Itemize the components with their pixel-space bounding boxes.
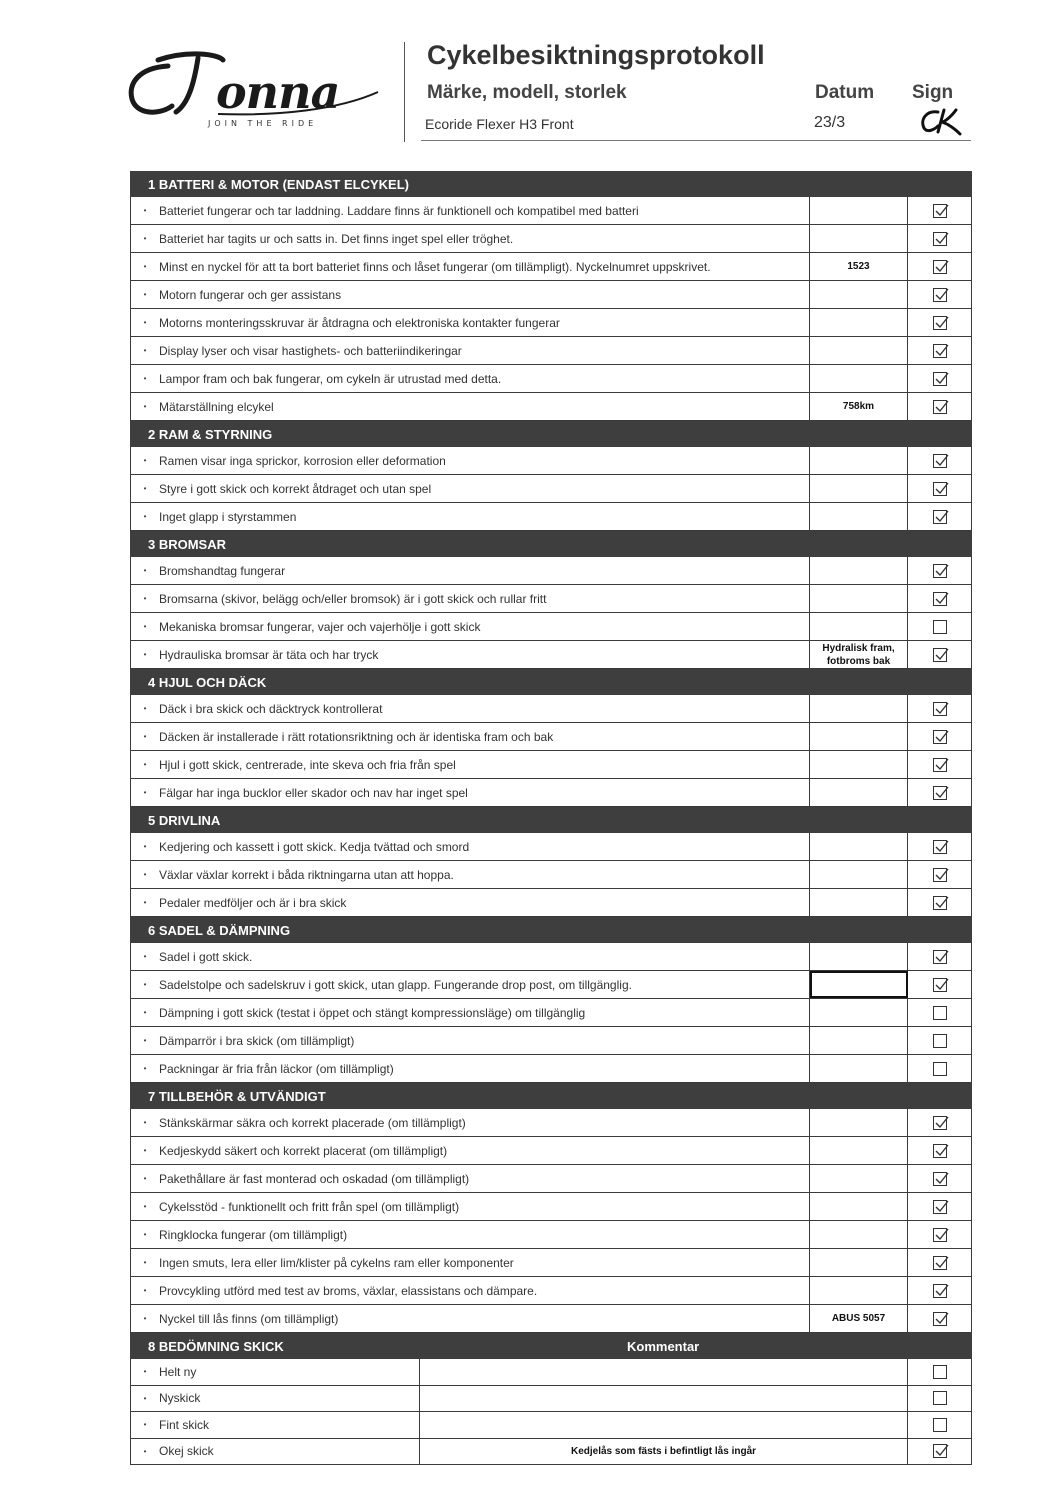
note-field[interactable] [810,889,908,916]
note-field[interactable]: 758km [810,393,908,420]
check-cell [908,1305,972,1332]
item-text: Motorns monteringsskruvar är åtdragna och elektroniska kontakter fungerar [159,315,560,330]
item-text-cell [130,1249,810,1276]
checked-checkbox[interactable] [933,260,947,274]
item-text: Batteriet fungerar och tar laddning. Laddare finns är funktionell och kompatibel med batteri [159,203,639,218]
item-text-cell [130,1193,810,1220]
checkbox[interactable] [933,1391,947,1405]
check-cell [908,1439,972,1465]
note-field[interactable] [810,1277,908,1304]
note-field[interactable] [810,365,908,392]
checkbox[interactable] [933,1006,947,1020]
item-text: Nyckel till lås finns (om tillämpligt) [159,1311,339,1326]
check-cell [908,197,972,224]
checklist-row [130,585,972,613]
item-text-cell [130,309,810,336]
section-header: 6 SADEL & DÄMPNING [130,917,972,943]
item-text: Styre i gott skick och korrekt åtdraget och utan spel [159,481,432,496]
note-field[interactable] [810,695,908,722]
assessment-row [130,1359,972,1386]
item-text: Kedjeskydd säkert och korrekt placerat (om tillämpligt) [159,1143,448,1158]
item-text: Hjul i gott skick, centrerade, inte skeva och fria från spel [159,757,456,772]
date-label: Datum [815,82,875,103]
item-text: Ingen smuts, lera eller lim/klister på cykelns ram eller komponenter [159,1255,514,1270]
bullet-icon: • [143,650,147,659]
item-text-cell [130,779,810,806]
bullet-icon: • [143,234,147,243]
bullet-icon: • [143,566,147,575]
checklist-row [130,309,972,337]
assessment-label-cell [130,1386,420,1412]
check-cell [908,971,972,998]
bullet-icon: • [143,1174,147,1183]
item-text-cell [130,889,810,916]
assessment-row [130,1439,972,1466]
item-text-cell [130,197,810,224]
checked-checkbox[interactable] [933,1172,947,1186]
note-field[interactable] [810,779,908,806]
bullet-icon: • [143,1036,147,1045]
checklist-row [130,1027,972,1055]
checked-checkbox[interactable] [933,868,947,882]
assessment-label-cell [130,1359,420,1385]
bullet-icon: • [143,1008,147,1017]
section-header: 3 BROMSAR [130,531,972,557]
checklist-row [130,281,972,309]
checklist-row [130,861,972,889]
check-cell [908,1137,972,1164]
check-cell [908,1109,972,1136]
bullet-icon: • [143,704,147,713]
note-field[interactable] [810,447,908,474]
bullet-icon: • [143,206,147,215]
checklist-row [130,1109,972,1137]
checked-checkbox[interactable] [933,1116,947,1130]
note-field[interactable]: Hydralisk fram, fotbroms bak [810,641,908,668]
checkbox[interactable] [933,1062,947,1076]
svg-text:onna: onna [216,65,340,119]
bullet-icon: • [143,262,147,271]
checklist-row [130,1165,972,1193]
checked-checkbox[interactable] [933,1144,947,1158]
note-field[interactable] [810,613,908,640]
item-text-cell [130,1165,810,1192]
check-cell [908,861,972,888]
bullet-icon: • [143,1258,147,1267]
checklist-row [130,641,972,669]
item-text: Fälgar har inga bucklor eller skador och nav har inget spel [159,785,468,800]
bullet-icon: • [143,1314,147,1323]
check-cell [908,751,972,778]
bullet-icon: • [143,402,147,411]
checklist-row [130,999,972,1027]
checkbox[interactable] [933,620,947,634]
jonna-logo [128,44,384,134]
item-text-cell [130,1305,810,1332]
note-field[interactable] [810,309,908,336]
check-cell [908,557,972,584]
header-divider [404,42,405,142]
item-text-cell [130,503,810,530]
assessment-label: Nyskick [159,1391,201,1406]
inspection-form [130,171,972,1465]
header-underline [421,140,971,141]
note-field[interactable] [810,197,908,224]
bullet-icon: • [143,1064,147,1073]
item-text: Bromsarna (skivor, belägg och/eller bromsok) är i gott skick och rullar fritt [159,591,547,606]
check-cell [908,723,972,750]
note-field[interactable] [810,225,908,252]
checked-checkbox[interactable] [933,344,947,358]
check-cell [908,943,972,970]
bullet-icon: • [143,374,147,383]
note-field[interactable] [810,1055,908,1082]
check-cell [908,641,972,668]
note-field[interactable] [810,281,908,308]
item-text-cell [130,447,810,474]
item-text-cell [130,225,810,252]
item-text-cell [130,1221,810,1248]
check-cell [908,253,972,280]
checked-checkbox[interactable] [933,1200,947,1214]
comment-header: Kommentar [627,1338,700,1354]
checked-checkbox[interactable] [933,786,947,800]
bullet-icon: • [143,1146,147,1155]
check-cell [908,1055,972,1082]
checked-checkbox[interactable] [933,1284,947,1298]
bullet-icon: • [143,952,147,961]
checked-checkbox[interactable] [933,1228,947,1242]
item-text: Dämpning i gott skick (testat i öppet och stängt kompressionsläge) om tillgänglig [159,1005,586,1020]
item-text-cell [130,1055,810,1082]
note-field[interactable] [810,1193,908,1220]
check-cell [908,779,972,806]
item-text-cell [130,695,810,722]
checked-checkbox[interactable] [933,592,947,606]
checklist-row [130,557,972,585]
section-header: 2 RAM & STYRNING [130,421,972,447]
bullet-icon: • [143,980,147,989]
item-text-cell [130,475,810,502]
bullet-icon: • [143,1420,147,1430]
note-field[interactable] [810,337,908,364]
note-field[interactable] [810,971,908,998]
checklist-row [130,503,972,531]
bullet-icon: • [143,456,147,465]
check-cell [908,1165,972,1192]
item-text-cell [130,281,810,308]
item-text: Cykelsstöd - funktionellt och fritt från spel (om tillämpligt) [159,1199,460,1214]
bullet-icon: • [143,1446,147,1456]
section-header [130,1333,972,1359]
comment-field[interactable] [420,1386,908,1412]
item-text: Ringklocka fungerar (om tillämpligt) [159,1227,348,1242]
item-text-cell [130,943,810,970]
checklist-row [130,613,972,641]
item-text: Stänkskärmar säkra och korrekt placerade (om tillämpligt) [159,1115,466,1130]
item-text-cell [130,393,810,420]
note-field[interactable] [810,1137,908,1164]
note-field[interactable] [810,833,908,860]
sign-label: Sign [912,82,954,103]
item-text: Inget glapp i styrstammen [159,509,297,524]
checklist-row [130,447,972,475]
checked-checkbox[interactable] [933,1256,947,1270]
note-field[interactable] [810,1249,908,1276]
bullet-icon: • [143,318,147,327]
checked-checkbox[interactable] [933,510,947,524]
check-cell [908,695,972,722]
checklist-row [130,1277,972,1305]
checklist-row [130,723,972,751]
note-field[interactable] [810,751,908,778]
item-text-cell [130,557,810,584]
bullet-icon: • [143,898,147,907]
bullet-icon: • [143,622,147,631]
check-cell [908,281,972,308]
check-cell [908,503,972,530]
item-text: Minst en nyckel för att ta bort batteriet finns och låset fungerar (om tillämpligt). Nyckelnumret uppskrivet. [159,259,711,274]
item-text-cell [130,1137,810,1164]
checklist-row [130,1221,972,1249]
check-cell [908,1412,972,1438]
checked-checkbox[interactable] [933,372,947,386]
bullet-icon: • [143,346,147,355]
note-field[interactable] [810,557,908,584]
checked-checkbox[interactable] [933,702,947,716]
item-text-cell [130,723,810,750]
note-field[interactable]: ABUS 5057 [810,1305,908,1332]
assessment-label: Fint skick [159,1417,210,1432]
checked-checkbox[interactable] [933,204,947,218]
item-text: Ramen visar inga sprickor, korrosion eller deformation [159,453,446,468]
bullet-icon: • [143,594,147,603]
comment-field[interactable] [420,1359,908,1385]
checklist-row [130,1137,972,1165]
checked-checkbox[interactable] [933,730,947,744]
checked-checkbox[interactable] [933,950,947,964]
checklist-row [130,1249,972,1277]
section-header: 5 DRIVLINA [130,807,972,833]
item-text-cell [130,613,810,640]
note-field[interactable] [810,1165,908,1192]
model-value: Ecoride Flexer H3 Front [425,116,574,132]
checklist-row [130,365,972,393]
item-text-cell [130,999,810,1026]
check-cell [908,1359,972,1385]
checked-checkbox[interactable] [933,288,947,302]
item-text: Bromshandtag fungerar [159,563,286,578]
item-text: Hydrauliska bromsar är täta och har tryck [159,647,379,662]
bullet-icon: • [143,1202,147,1211]
checked-checkbox[interactable] [933,648,947,662]
item-text: Provcykling utförd med test av broms, växlar, elassistans och dämpare. [159,1283,538,1298]
bullet-icon: • [143,1367,147,1377]
assessment-row [130,1386,972,1413]
signature-icon [918,106,964,136]
check-cell [908,393,972,420]
item-text-cell [130,337,810,364]
assessment-row [130,1412,972,1439]
checklist-row [130,833,972,861]
checkbox[interactable] [933,1034,947,1048]
item-text: Mätarställning elcykel [159,399,274,414]
item-text: Sadelstolpe och sadelskruv i gott skick, utan glapp. Fungerande drop post, om tillgänglig. [159,977,632,992]
bullet-icon: • [143,484,147,493]
checklist-row [130,889,972,917]
item-text-cell [130,585,810,612]
item-text: Display lyser och visar hastighets- och batteriindikeringar [159,343,462,358]
check-cell [908,1249,972,1276]
checkbox[interactable] [933,1418,947,1432]
checked-checkbox[interactable] [933,564,947,578]
item-text-cell [130,833,810,860]
item-text: Däck i bra skick och däcktryck kontrollerat [159,701,383,716]
note-field[interactable] [810,943,908,970]
note-field[interactable] [810,861,908,888]
checkbox[interactable] [933,1365,947,1379]
checked-checkbox[interactable] [933,1444,947,1458]
checklist-row [130,197,972,225]
check-cell [908,1193,972,1220]
checked-checkbox[interactable] [933,454,947,468]
bullet-icon: • [143,788,147,797]
note-field[interactable] [810,1221,908,1248]
bullet-icon: • [143,1286,147,1295]
item-text-cell [130,365,810,392]
checklist-row [130,225,972,253]
item-text: Växlar växlar korrekt i båda riktningarna utan att hoppa. [159,867,454,882]
page-title: Cykelbesiktningsprotokoll [427,40,765,70]
bullet-icon: • [143,1118,147,1127]
checklist-row [130,695,972,723]
item-text-cell [130,253,810,280]
note-field[interactable] [810,585,908,612]
checklist-row [130,943,972,971]
item-text: Kedjering och kassett i gott skick. Kedja tvättad och smord [159,839,470,854]
bullet-icon: • [143,1393,147,1403]
checked-checkbox[interactable] [933,232,947,246]
checked-checkbox[interactable] [933,482,947,496]
check-cell [908,585,972,612]
note-field[interactable] [810,503,908,530]
item-text: Packningar är fria från läckor (om tillämpligt) [159,1061,394,1076]
item-text-cell [130,641,810,668]
checked-checkbox[interactable] [933,896,947,910]
assessment-label-cell [130,1439,420,1465]
date-value: 23/3 [814,114,846,131]
item-text: Mekaniska bromsar fungerar, vajer och vajerhölje i gott skick [159,619,481,634]
bullet-icon: • [143,1230,147,1239]
bullet-icon: • [143,842,147,851]
checked-checkbox[interactable] [933,400,947,414]
assessment-label: Okej skick [159,1444,214,1459]
section-title: 8 BEDÖMNING SKICK [148,1338,284,1354]
check-cell [908,833,972,860]
section-header: 4 HJUL OCH DÄCK [130,669,972,695]
checklist-row [130,1305,972,1333]
item-text-cell [130,971,810,998]
note-field[interactable] [810,1109,908,1136]
checklist-row [130,253,972,281]
item-text: Lampor fram och bak fungerar, om cykeln är utrustad med detta. [159,371,502,386]
item-text: Motorn fungerar och ger assistans [159,287,342,302]
checklist-row [130,751,972,779]
bullet-icon: • [143,732,147,741]
check-cell [908,1386,972,1412]
checklist-row [130,779,972,807]
check-cell [908,309,972,336]
check-cell [908,889,972,916]
check-cell [908,613,972,640]
checked-checkbox[interactable] [933,978,947,992]
checklist-row [130,337,972,365]
checked-checkbox[interactable] [933,758,947,772]
comment-field[interactable] [420,1412,908,1438]
logo-tagline: JOIN THE RIDE [208,119,318,128]
item-text-cell [130,1109,810,1136]
checklist-row [130,393,972,421]
bullet-icon: • [143,870,147,879]
check-cell [908,1277,972,1304]
item-text: Däcken är installerade i rätt rotationsriktning och är identiska fram och bak [159,729,554,744]
checklist-row [130,971,972,999]
item-text: Sadel i gott skick. [159,949,253,964]
item-text-cell [130,861,810,888]
item-text: Pakethållare är fast monterad och oskadad (om tillämpligt) [159,1171,470,1186]
checklist-row [130,1193,972,1221]
check-cell [908,475,972,502]
note-field[interactable] [810,999,908,1026]
item-text-cell [130,1277,810,1304]
checked-checkbox[interactable] [933,840,947,854]
assessment-label-cell [130,1412,420,1438]
note-field[interactable] [810,475,908,502]
checklist-row [130,1055,972,1083]
bullet-icon: • [143,512,147,521]
item-text-cell [130,751,810,778]
bullet-icon: • [143,760,147,769]
check-cell [908,365,972,392]
check-cell [908,225,972,252]
note-field[interactable] [810,723,908,750]
model-label: Märke, modell, storlek [427,82,627,103]
section-header: 7 TILLBEHÖR & UTVÄNDIGT [130,1083,972,1109]
check-cell [908,447,972,474]
note-field[interactable] [810,1027,908,1054]
checklist-row [130,475,972,503]
check-cell [908,1027,972,1054]
item-text: Pedaler medföljer och är i bra skick [159,895,347,910]
check-cell [908,1221,972,1248]
checked-checkbox[interactable] [933,1312,947,1326]
item-text: Batteriet har tagits ur och satts in. Det finns inget spel eller tröghet. [159,231,514,246]
comment-field[interactable]: Kedjelås som fästs i befintligt lås ingår [420,1439,908,1465]
check-cell [908,999,972,1026]
bullet-icon: • [143,290,147,299]
item-text-cell [130,1027,810,1054]
checked-checkbox[interactable] [933,316,947,330]
section-header: 1 BATTERI & MOTOR (ENDAST ELCYKEL) [130,171,972,197]
note-field[interactable]: 1523 [810,253,908,280]
item-text: Dämparrör i bra skick (om tillämpligt) [159,1033,355,1048]
assessment-label: Helt ny [159,1364,197,1379]
check-cell [908,337,972,364]
